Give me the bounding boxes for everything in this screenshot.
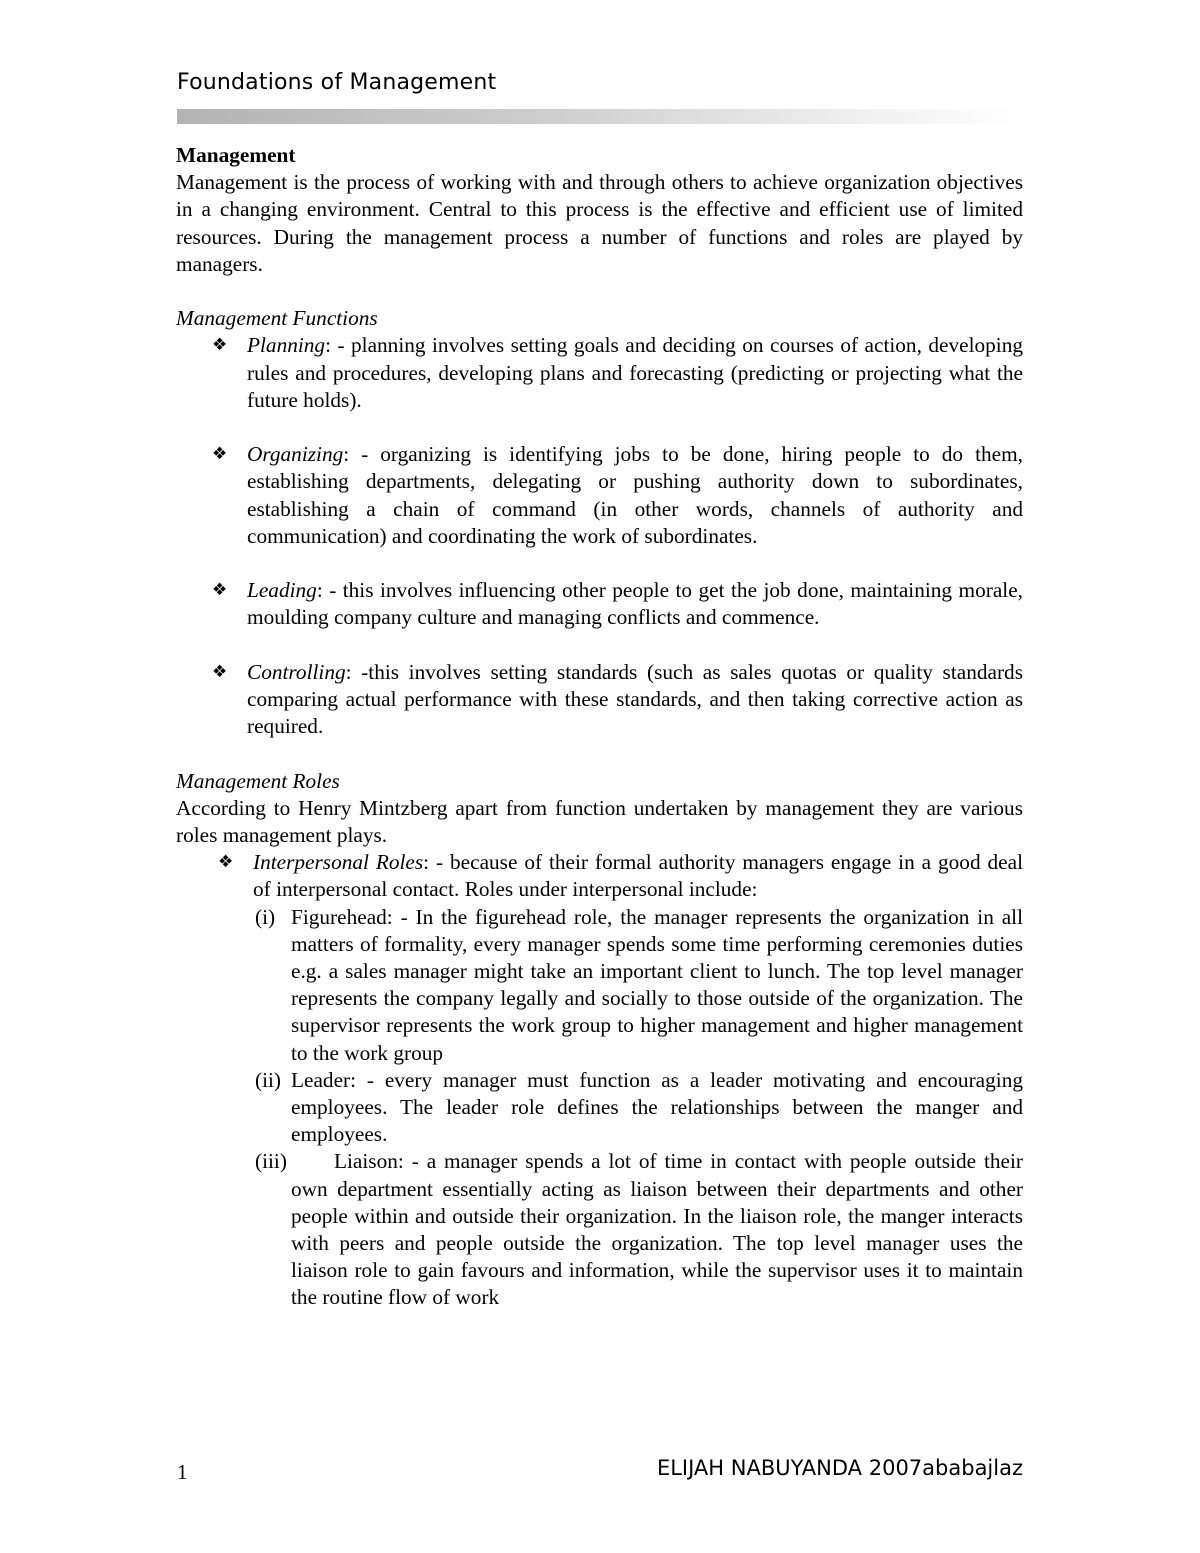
header-gradient-bar <box>177 109 1025 124</box>
function-term: Organizing <box>247 442 344 467</box>
function-term: Planning <box>247 333 326 358</box>
function-term: Controlling <box>247 659 346 684</box>
sub-role-text: Liaison: - a manager spends a lot of time in contact with people outside their own department essentially acting as liaison between their departments and other people within and outside their organization. In the liaison role, the manger interacts with peers and people outside the organization. The top level manager uses the liaison role to gain favours and information, while the supervisor uses it to maintain the routine flow of work <box>291 1149 1023 1310</box>
role-term: Interpersonal Roles <box>253 850 424 875</box>
diamond-bullet-icon: ❖ <box>212 444 228 465</box>
sub-role-liaison <box>176 1148 1023 1311</box>
sub-role-leader <box>176 1067 1023 1149</box>
sub-role-number: (ii) <box>255 1067 282 1092</box>
function-item-organizing <box>176 441 1023 550</box>
header-title: Foundations of Management <box>177 70 497 95</box>
sub-role-number: (i) <box>255 904 276 929</box>
sub-role-text: Leader: - every manager must function as a leader motivating and encouraging employees. The leader role defines the relationships between the manger and employees. <box>291 1067 1023 1147</box>
diamond-bullet-icon: ❖ <box>212 661 228 682</box>
function-item-leading <box>176 577 1023 631</box>
page-number: 1 <box>177 1460 188 1484</box>
section-heading-management: Management <box>176 143 296 167</box>
function-text: : - planning involves setting goals and deciding on courses of action, developing rules and procedures, developing plans and forecasting (predicting or projecting what the future holds). <box>247 333 1023 412</box>
function-term: Leading <box>247 578 317 603</box>
function-item-planning <box>176 332 1023 414</box>
role-text: : - because of their formal authority managers engage in a good deal of interpersonal contact. Roles under interpersonal include: <box>253 850 1023 902</box>
footer-author: ELIJAH NABUYANDA 2007ababajlaz <box>656 1456 1023 1480</box>
diamond-bullet-icon: ❖ <box>218 852 234 873</box>
section-heading-functions: Management Functions <box>176 306 378 331</box>
intro-paragraph: Management is the process of working with and through others to achieve organization objectives in a changing environment. Central to this process is the effective and efficient use of limited resources. During the management process a number of functions and roles are played by managers. <box>176 170 1023 276</box>
function-text: : - organizing is identifying jobs to be done, hiring people to do them, establishing departments, delegating or pushing authority down to subordinates, establishing a chain of command (in other words, channels of authority and communication) and coordinating the work of subordinates. <box>247 442 1023 548</box>
sub-role-figurehead <box>176 904 1023 1067</box>
sub-role-number: (iii) <box>255 1149 287 1174</box>
function-text: : -this involves setting standards (such as sales quotas or quality standards comparing actual performance with these standards, and then taking corrective action as required. <box>247 659 1023 739</box>
role-item-interpersonal <box>176 849 1023 903</box>
function-text: : - this involves influencing other people to get the job done, maintaining morale, moulding company culture and managing conflicts and commence. <box>247 578 1023 630</box>
document-body <box>176 142 1023 1312</box>
sub-role-text: Figurehead: - In the figurehead role, the manager represents the organization in all matters of formality, every manager spends some time performing ceremonies duties e.g. a sales manager might take an important client to lunch. The top level manager represents the company legally and socially to those outside of the organization. The supervisor represents the work group to higher management and higher management to the work group <box>291 904 1023 1065</box>
diamond-bullet-icon: ❖ <box>212 580 228 601</box>
function-item-controlling <box>176 659 1023 741</box>
diamond-bullet-icon: ❖ <box>212 335 228 356</box>
roles-intro-paragraph: According to Henry Mintzberg apart from function undertaken by management they are various roles management plays. <box>176 795 1023 847</box>
section-heading-roles: Management Roles <box>176 768 340 793</box>
